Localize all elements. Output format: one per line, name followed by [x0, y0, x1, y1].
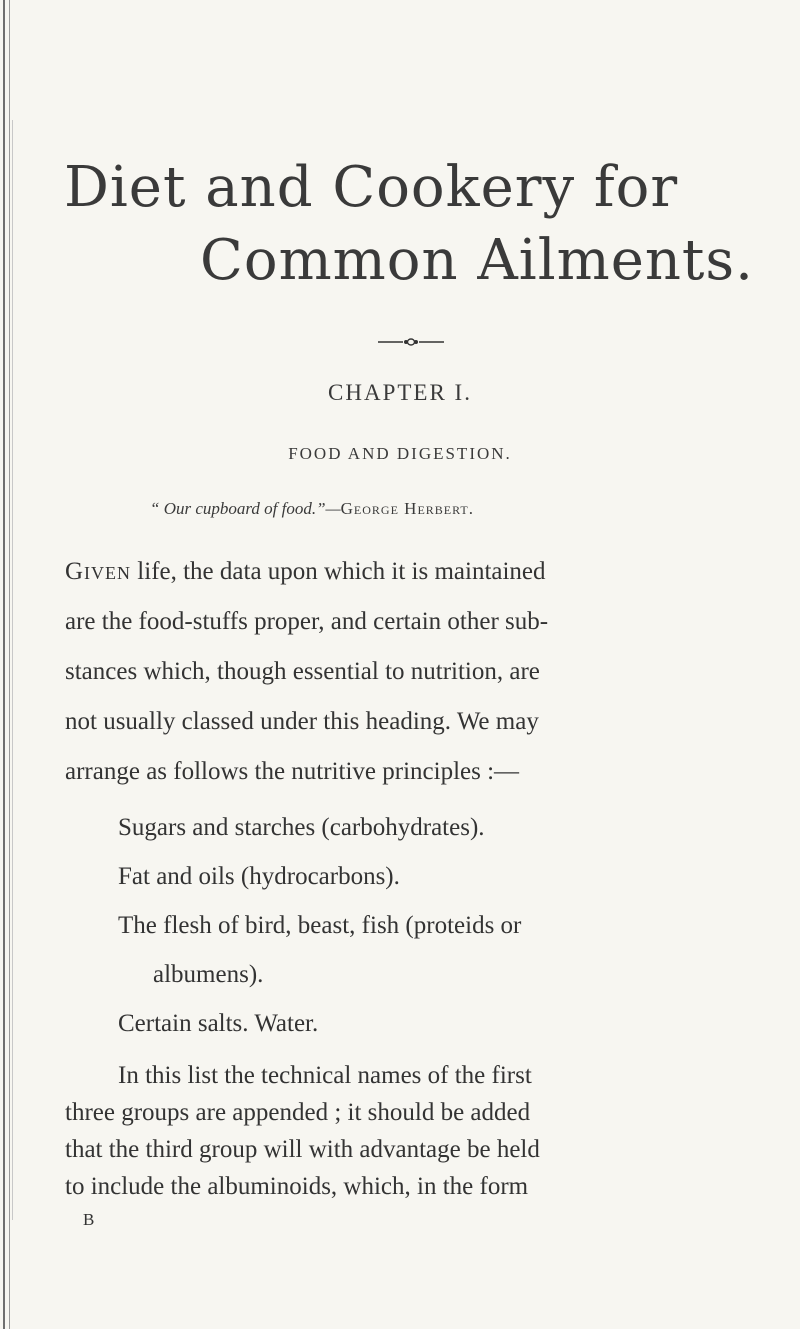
paragraph-1-line-2: are the food-stuffs proper, and certain other sub-: [65, 608, 549, 635]
signature-mark: B: [83, 1210, 95, 1229]
paragraph-1-line-4: not usually classed under this heading. We may: [65, 708, 539, 735]
title-line-2: Common Ailments.: [200, 228, 754, 293]
epigraph-author: George Herbert.: [340, 499, 474, 518]
chapter-subheading: FOOD AND DIGESTION.: [288, 444, 512, 463]
drop-word: Given: [65, 558, 132, 585]
paragraph-1-line-5: arrange as follows the nutritive principles :—: [65, 758, 520, 785]
paragraph-2-line-3: that the third group will with advantage be held: [65, 1136, 540, 1163]
list-item: Sugars and starches (carbohydrates).: [118, 814, 485, 841]
chapter-heading: CHAPTER I.: [328, 380, 472, 405]
list-item: The flesh of bird, beast, fish (proteids or: [118, 912, 522, 939]
paragraph-2-line-2: three groups are appended ; it should be added: [65, 1099, 531, 1126]
paragraph-1-line-1: [65, 558, 546, 586]
paragraph-1-line-1-text: life, the data upon which it is maintained: [131, 558, 546, 585]
paragraph-1-line-3: stances which, though essential to nutrition, are: [65, 658, 540, 685]
epigraph: [150, 499, 474, 519]
paragraph-2-line-4: to include the albuminoids, which, in the form: [65, 1173, 529, 1200]
ornament-divider-icon: [378, 338, 444, 346]
paragraph-2-line-1: In this list the technical names of the first: [118, 1062, 532, 1089]
title-line-1: Diet and Cookery for: [64, 155, 679, 220]
list-item: Fat and oils (hydrocarbons).: [118, 863, 400, 890]
epigraph-quote: “ Our cupboard of food.”—: [150, 499, 341, 518]
list-item-continuation: albumens).: [153, 961, 264, 988]
list-item: Certain salts. Water.: [118, 1010, 319, 1037]
